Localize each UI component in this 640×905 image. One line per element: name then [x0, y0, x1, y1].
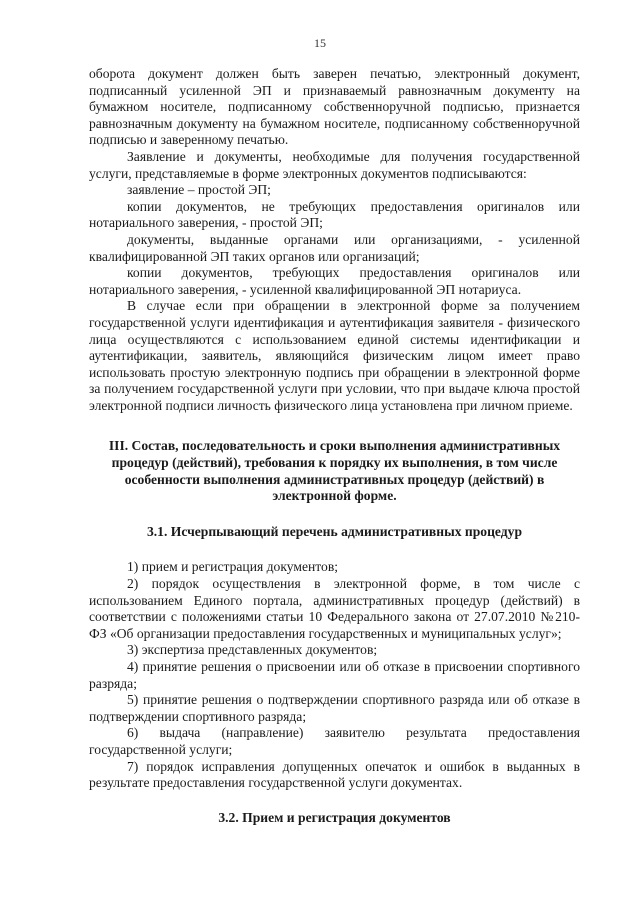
paragraph-copies-simple: копии документов, не требующих предоставления оригиналов или нотариального заверения, - простой ЭП;	[89, 198, 580, 231]
section-heading: III. Состав, последовательность и сроки выполнения административных процедур (действий), требования к порядку их выполнения, в том числе особенности выполнения административных процедур (действий) в электронной форме.	[108, 438, 561, 504]
paragraph-application-signature: заявление – простой ЭП;	[127, 182, 271, 198]
paragraph-issued-documents: документы, выданные органами или организациями, - усиленной квалифицированной ЭП таких органов или организаций;	[89, 231, 580, 264]
subsection-1-heading: 3.1. Исчерпывающий перечень административных процедур	[146, 523, 523, 539]
page-content	[89, 66, 580, 826]
paragraph-identification: В случае если при обращении в электронной форме за получением государственной услуги идентификация и аутентификация заявителя - физического лица осуществляются с использованием единой системы идентификации и аутентификации, заявитель, являющийся физическим лицом имеет право использовать простую электронную подпись при обращении в электронной форме за получением государственной услуги при условии, что при выдаче ключа простой электронной подписи личность физического лица установлена при личном приеме.	[89, 298, 580, 413]
procedure-item: 2) порядок осуществления в электронной форме, в том числе с использованием Единого портала, административных процедур (действий) в соответствии с положениями статьи 10 Федерального закона от 27.07.2010 №210-ФЗ «Об организации предоставления государственных и муниципальных услуг»;	[89, 576, 580, 641]
subsection-2-heading: 3.2. Прием и регистрация документов	[218, 809, 451, 825]
procedure-item: 5) принятие решения о подтверждении спортивного разряда или об отказе в подтверждении спортивного разряда;	[89, 692, 580, 724]
page-number: 15	[314, 36, 326, 50]
procedure-item: 3) экспертиза представленных документов;	[127, 642, 378, 658]
procedure-item: 7) порядок исправления допущенных опечаток и ошибок в выданных в результате предоставления государственной услуги документах.	[89, 758, 580, 791]
procedure-item: 6) выдача (направление) заявителю результата предоставления государственной услуги;	[89, 725, 580, 757]
procedure-item: 4) принятие решения о присвоении или об отказе в присвоении спортивного разряда;	[89, 659, 580, 691]
paragraph-signing-intro: Заявление и документы, необходимые для получения государственной услуги, представляемые в форме электронных документов подписываются:	[89, 148, 580, 181]
paragraph-copies-notary: копии документов, требующих предоставления оригиналов или нотариального заверения, - усиленной квалифицированной ЭП нотариуса.	[89, 265, 580, 297]
paragraph-continuation: оборота документ должен быть заверен печатью, электронный документ, подписанный усиленной ЭП и признаваемый равнозначным документу на бумажном носителе, подписанному собственноручной подписью, признается равнозначным документу на бумажном носителе, подписанному собственноручной подписью и заверенному печатью.	[89, 66, 580, 148]
procedure-item: 1) прием и регистрация документов;	[127, 559, 339, 575]
